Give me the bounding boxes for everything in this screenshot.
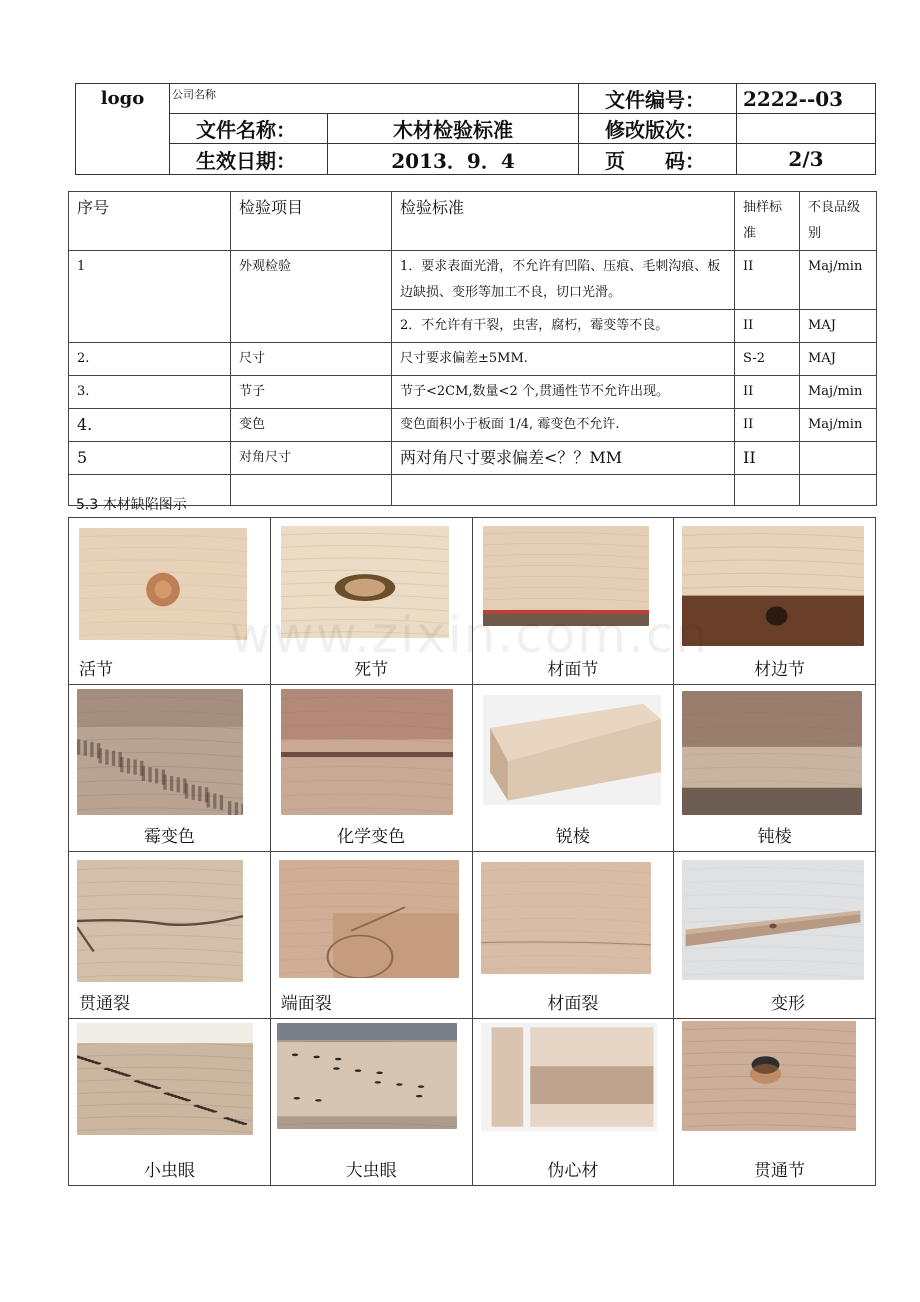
- defect-cell: [270, 685, 472, 852]
- row-level: Maj/min: [800, 409, 877, 442]
- row-standard: 尺寸要求偏差±5MM.: [392, 343, 735, 376]
- defect-photo: [77, 1023, 253, 1135]
- defect-cell: [472, 852, 674, 1019]
- defect-photo: [279, 860, 459, 978]
- gallery-row: [69, 852, 876, 1019]
- row-no: 2.: [69, 343, 231, 376]
- defect-photo: [277, 1023, 457, 1129]
- row-sample: II: [735, 251, 800, 310]
- defect-caption: 大虫眼: [345, 1161, 397, 1181]
- watermark: www.zixin.com.cn: [230, 606, 710, 664]
- doc-name-value: 木材检验标准: [328, 114, 579, 144]
- gallery-row: [69, 685, 876, 852]
- row-no: 3.: [69, 376, 231, 409]
- page-label: 页 码：: [579, 144, 737, 175]
- gallery-row: [69, 1019, 876, 1186]
- doc-no-value: 2222--03: [737, 84, 876, 114]
- defect-caption: 材面裂: [547, 994, 599, 1014]
- row-level: [800, 442, 877, 475]
- empty-cell: [800, 475, 877, 506]
- table-row: [69, 343, 877, 376]
- doc-name-label: 文件名称：: [170, 114, 328, 144]
- defect-caption: 贯通裂: [79, 994, 130, 1014]
- defect-photo: [483, 526, 649, 626]
- company-name: 公司名称: [170, 84, 579, 114]
- document-header: [75, 83, 876, 175]
- defect-caption: 钝棱: [757, 827, 792, 847]
- defect-cell: [270, 1019, 472, 1186]
- table-row: [69, 376, 877, 409]
- defect-photo: [483, 695, 661, 805]
- defect-photo: [682, 691, 862, 815]
- defect-caption: 小虫眼: [143, 1161, 195, 1181]
- row-no: 4.: [69, 409, 231, 442]
- defect-cell: [69, 518, 271, 685]
- doc-no-label: 文件编号：: [579, 84, 737, 114]
- logo: logo: [76, 84, 170, 175]
- defect-gallery: [68, 517, 876, 1186]
- inspection-table: [68, 191, 877, 506]
- defect-cell: [69, 685, 271, 852]
- header-standard: 检验标准: [392, 192, 735, 251]
- effective-date-label: 生效日期：: [170, 144, 328, 175]
- defect-photo: [77, 689, 243, 815]
- header-no: 序号: [69, 192, 231, 251]
- row-standard: 2．不允许有干裂，虫害，腐朽，霉变等不良。: [392, 310, 735, 343]
- defect-caption: 锐棱: [555, 827, 590, 847]
- row-sample: II: [735, 376, 800, 409]
- defect-cell: [674, 518, 876, 685]
- defect-cell: [270, 852, 472, 1019]
- table-row: [69, 442, 877, 475]
- row-level: Maj/min: [800, 376, 877, 409]
- table-row-empty: [69, 475, 877, 506]
- table-row: [69, 251, 877, 310]
- row-sample: II: [735, 310, 800, 343]
- defect-cell: [674, 685, 876, 852]
- section-title: 5.3 木材缺陷图示: [76, 497, 187, 513]
- defect-caption: 端面裂: [280, 994, 332, 1014]
- defect-caption: 材面节: [547, 660, 599, 680]
- defect-photo: [682, 860, 864, 980]
- row-standard: 两对角尺寸要求偏差<？？MM: [392, 442, 735, 475]
- defect-photo: [481, 862, 651, 974]
- defect-caption: 活节: [79, 660, 113, 680]
- defect-photo: [281, 526, 449, 638]
- row-item: 变色: [231, 409, 392, 442]
- defect-cell: [674, 852, 876, 1019]
- empty-cell: [735, 475, 800, 506]
- row-no: 5: [69, 442, 231, 475]
- revision-label: 修改版次：: [579, 114, 737, 144]
- row-standard: 变色面积小于板面 1/4, 霉变色不允许.: [392, 409, 735, 442]
- row-item: 尺寸: [231, 343, 392, 376]
- row-standard: 节子<2CM,数量<2 个,贯通性节不允许出现。: [392, 376, 735, 409]
- row-level: MAJ: [800, 310, 877, 343]
- defect-photo: [682, 526, 864, 646]
- defect-cell: [472, 1019, 674, 1186]
- defect-caption: 贯通节: [754, 1161, 805, 1181]
- row-item: 节子: [231, 376, 392, 409]
- defect-caption: 伪心材: [547, 1161, 599, 1181]
- row-standard: 1．要求表面光滑，不允许有凹陷、压痕、毛刺沟痕、板边缺损、变形等加工不良，切口光滑。: [392, 251, 735, 310]
- row-level: Maj/min: [800, 251, 877, 310]
- empty-cell: [392, 475, 735, 506]
- defect-caption: 化学变色: [337, 827, 406, 847]
- header-level: 不良品级别: [800, 192, 877, 251]
- defect-photo: [77, 860, 243, 982]
- defect-caption: 变形: [771, 994, 805, 1014]
- row-sample: S-2: [735, 343, 800, 376]
- revision-value: [737, 114, 876, 144]
- defect-caption: 死节: [354, 660, 389, 680]
- gallery-row: [69, 518, 876, 685]
- defect-caption: 霉变色: [143, 827, 195, 847]
- row-level: MAJ: [800, 343, 877, 376]
- defect-caption: 材边节: [754, 660, 805, 680]
- header-sample: 抽样标准: [735, 192, 800, 251]
- effective-date-value: 2013．9．4: [328, 144, 579, 175]
- defect-cell: [270, 518, 472, 685]
- defect-photo: [79, 528, 247, 640]
- row-item: 对角尺寸: [231, 442, 392, 475]
- empty-cell: [231, 475, 392, 506]
- defect-photo: [281, 689, 453, 815]
- page-value: 2/3: [737, 144, 876, 175]
- defect-cell: [472, 685, 674, 852]
- defect-cell: [69, 852, 271, 1019]
- defect-photo: [481, 1023, 657, 1131]
- defect-cell: [674, 1019, 876, 1186]
- defect-cell: [69, 1019, 271, 1186]
- table-row: [69, 409, 877, 442]
- header-item: 检验项目: [231, 192, 392, 251]
- table-header-row: [69, 192, 877, 251]
- defect-photo: [682, 1021, 856, 1131]
- row-sample: II: [735, 442, 800, 475]
- defect-cell: [472, 518, 674, 685]
- row-no: 1: [69, 251, 231, 343]
- row-item: 外观检验: [231, 251, 392, 343]
- row-sample: II: [735, 409, 800, 442]
